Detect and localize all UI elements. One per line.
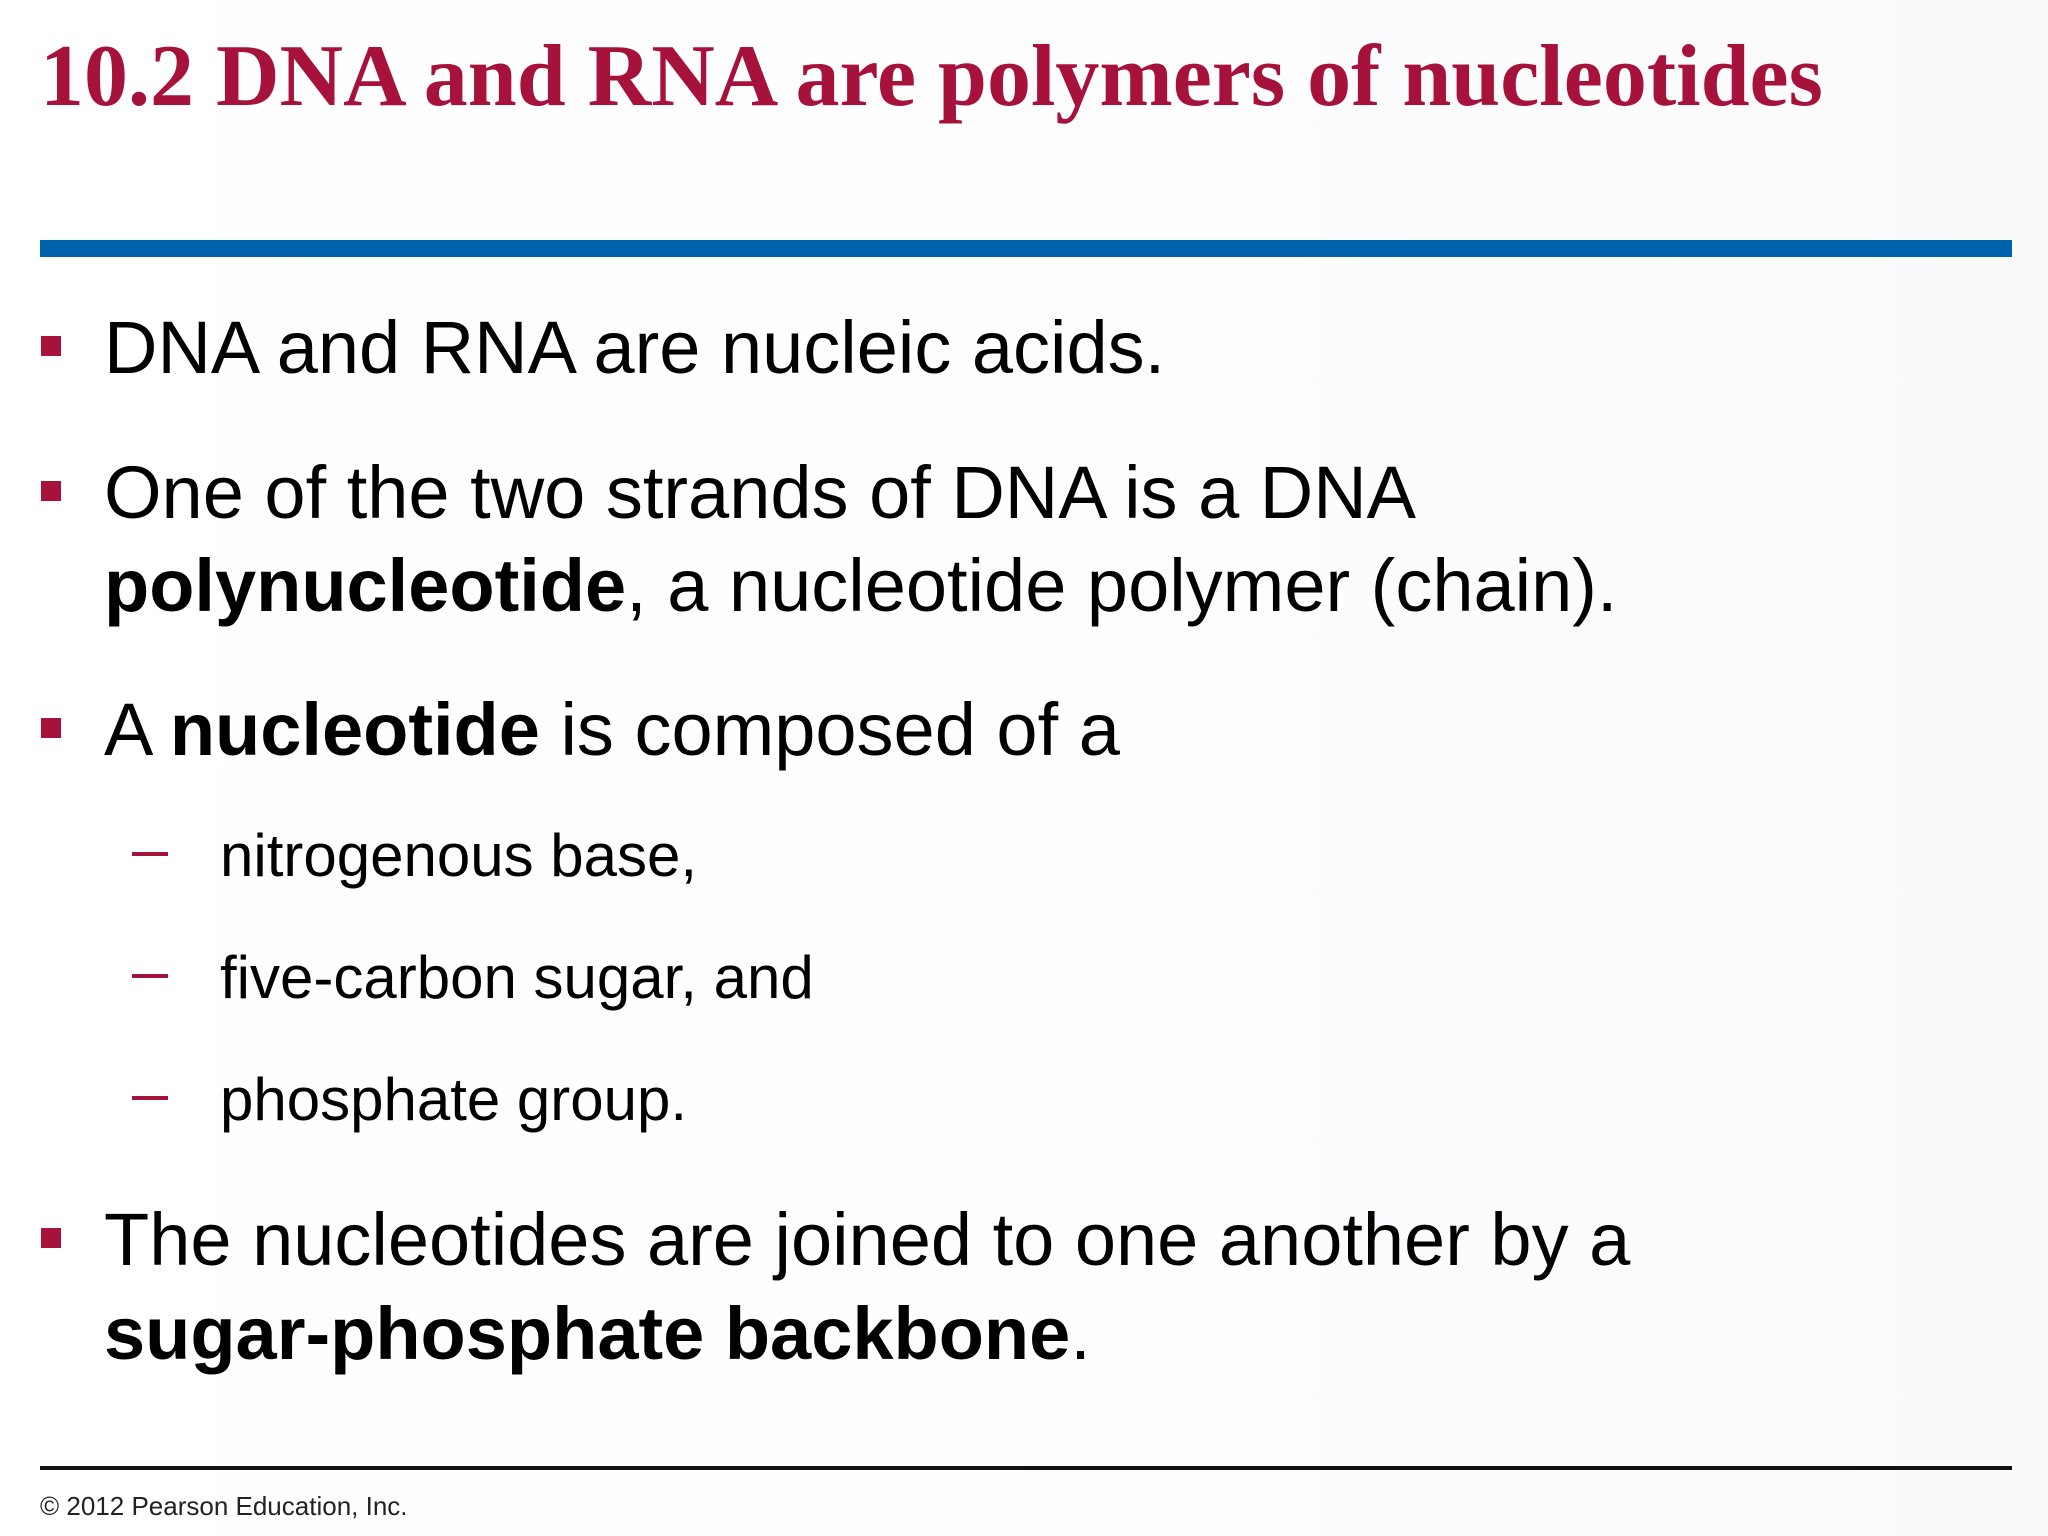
sub-item-1-text: nitrogenous base, [220,822,698,889]
term-sugar-phosphate-backbone: sugar-phosphate backbone [104,1292,1071,1375]
bullet-3-pre: A [104,688,170,771]
bullet-4 [104,1192,1630,1288]
square-bullet-icon [41,1228,61,1248]
bullet-1 [104,300,1165,396]
bullet-2-rest: , a nucleotide polymer (chain). [626,544,1618,627]
bullet-4-rest: . [1070,1292,1091,1375]
bullet-2 [104,445,1416,541]
copyright-footer: © 2012 Pearson Education, Inc. [40,1491,408,1521]
bullet-1-text: DNA and RNA are nucleic acids. [104,306,1166,389]
term-nucleotide: nucleotide [169,688,540,771]
dash-bullet-icon [132,852,168,856]
title-divider [40,240,2012,257]
sub-item-1 [220,816,697,896]
footer-divider [40,1466,2012,1470]
square-bullet-icon [41,336,61,356]
square-bullet-icon [41,718,61,738]
dash-bullet-icon [132,974,168,978]
bullet-3 [104,682,1120,778]
sub-item-3 [220,1060,687,1140]
dash-bullet-icon [132,1096,168,1100]
bullet-2-continued [104,538,1617,634]
bullet-3-rest: is composed of a [539,688,1120,771]
bullet-2-line1: One of the two strands of DNA is a DNA [104,451,1417,534]
sub-item-3-text: phosphate group. [220,1066,688,1133]
bullet-4-line1: The nucleotides are joined to one another by a [104,1198,1631,1281]
slide-title: 10.2 DNA and RNA are polymers of nucleotides [40,28,1823,125]
square-bullet-icon [41,481,61,501]
sub-item-2-text: five-carbon sugar, and [220,944,814,1011]
term-polynucleotide: polynucleotide [104,544,627,627]
bullet-4-continued [104,1286,1091,1382]
sub-item-2 [220,938,814,1018]
